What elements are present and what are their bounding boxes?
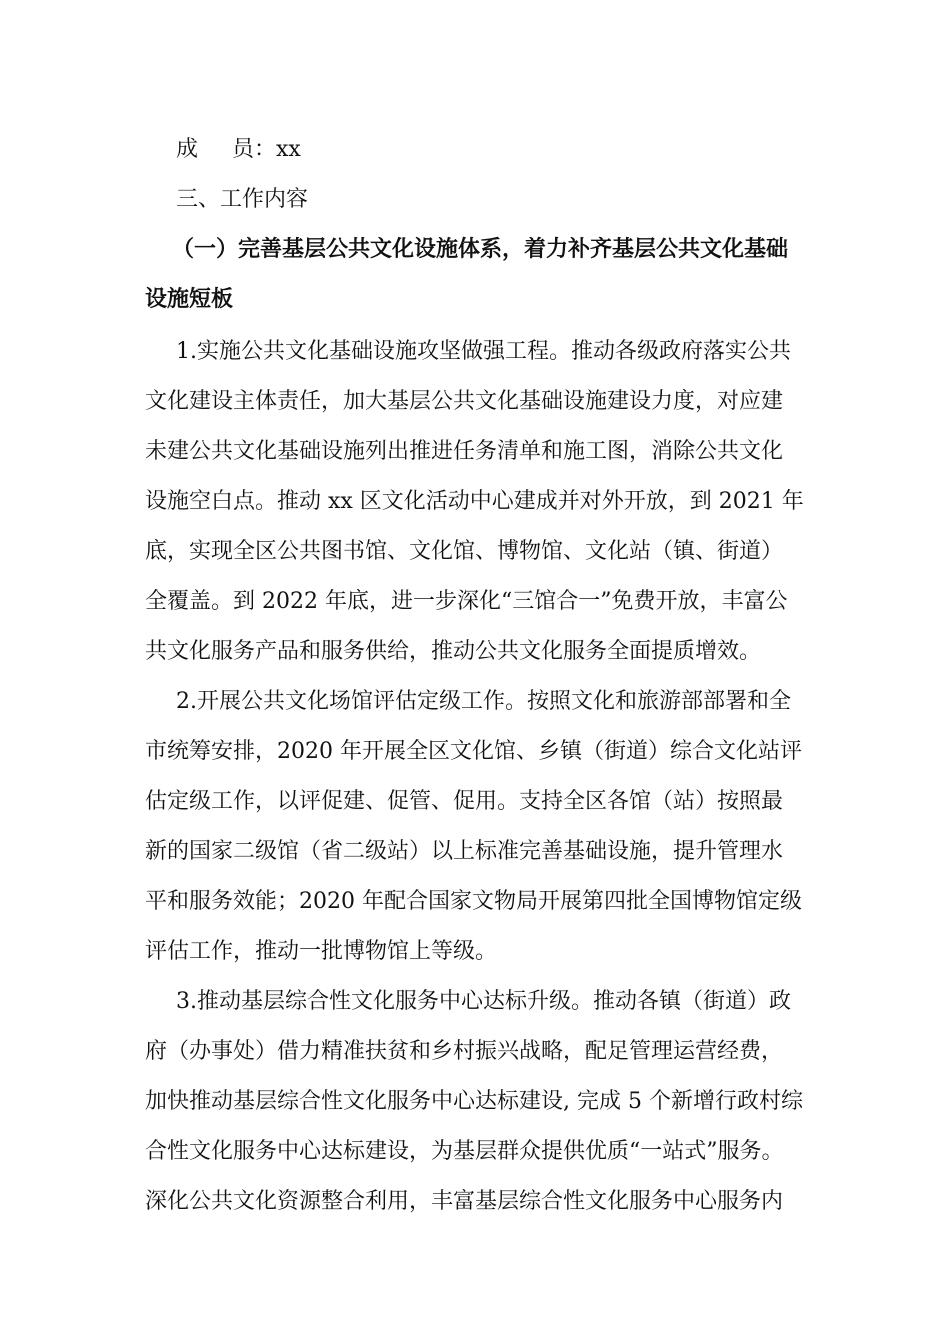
paragraph-2-line-6: 评估工作，推动一批博物馆上等级。 xyxy=(145,939,498,964)
paragraph-1-line-2: 文化建设主体责任，加大基层公共文化基础设施建设力度，对应建 xyxy=(145,389,784,414)
paragraph-2-line-3: 估定级工作，以评促建、促管、促用。支持全区各馆（站）按照最 xyxy=(145,789,784,814)
paragraph-2-line-1: 2.开展公共文化场馆评估定级工作。按照文化和旅游部部署和全 xyxy=(176,689,791,714)
subheading-line-2: 设施短板 xyxy=(145,287,234,312)
members-line xyxy=(176,136,301,164)
paragraph-1-line-6: 全覆盖。到 2022 年底，进一步深化“三馆合一”免费开放，丰富公 xyxy=(145,589,788,614)
paragraph-2-line-5: 平和服务效能；2020 年配合国家文物局开展第四批全国博物馆定级 xyxy=(145,889,802,914)
paragraph-3-line-1: 3.推动基层综合性文化服务中心达标升级。推动各镇（街道）政 xyxy=(176,989,791,1014)
section-heading: 三、工作内容 xyxy=(176,187,309,212)
subheading-line-1: （一）完善基层公共文化设施体系，着力补齐基层公共文化基础 xyxy=(172,237,789,262)
members-label-b: 员：xx xyxy=(232,137,301,162)
paragraph-3-line-3: 加快推动基层综合性文化服务中心达标建设, 完成 5 个新增行政村综 xyxy=(145,1089,803,1114)
members-label-a: 成 xyxy=(176,137,199,162)
paragraph-1-line-1: 1.实施公共文化基础设施攻坚做强工程。推动各级政府落实公共 xyxy=(176,339,791,364)
paragraph-3-line-2: 府（办事处）借力精准扶贫和乡村振兴战略，配足管理运营经费， xyxy=(145,1039,784,1064)
paragraph-1-line-3: 未建公共文化基础设施列出推进任务清单和施工图，消除公共文化 xyxy=(145,439,784,464)
paragraph-1-line-4: 设施空白点。推动 xx 区文化活动中心建成并对外开放，到 2021 年 xyxy=(145,489,804,514)
paragraph-2-line-2: 市统筹安排，2020 年开展全区文化馆、乡镇（街道）综合文化站评 xyxy=(145,739,802,764)
paragraph-1-line-7: 共文化服务产品和服务供给，推动公共文化服务全面提质增效。 xyxy=(145,639,762,664)
paragraph-2-line-4: 新的国家二级馆（省二级站）以上标准完善基础设施，提升管理水 xyxy=(145,839,784,864)
paragraph-3-line-5: 深化公共文化资源整合利用，丰富基层综合性文化服务中心服务内 xyxy=(145,1189,784,1214)
paragraph-3-line-4: 合性文化服务中心达标建设，为基层群众提供优质“一站式”服务。 xyxy=(145,1139,784,1164)
paragraph-1-line-5: 底，实现全区公共图书馆、文化馆、博物馆、文化站（镇、街道） xyxy=(145,539,784,564)
